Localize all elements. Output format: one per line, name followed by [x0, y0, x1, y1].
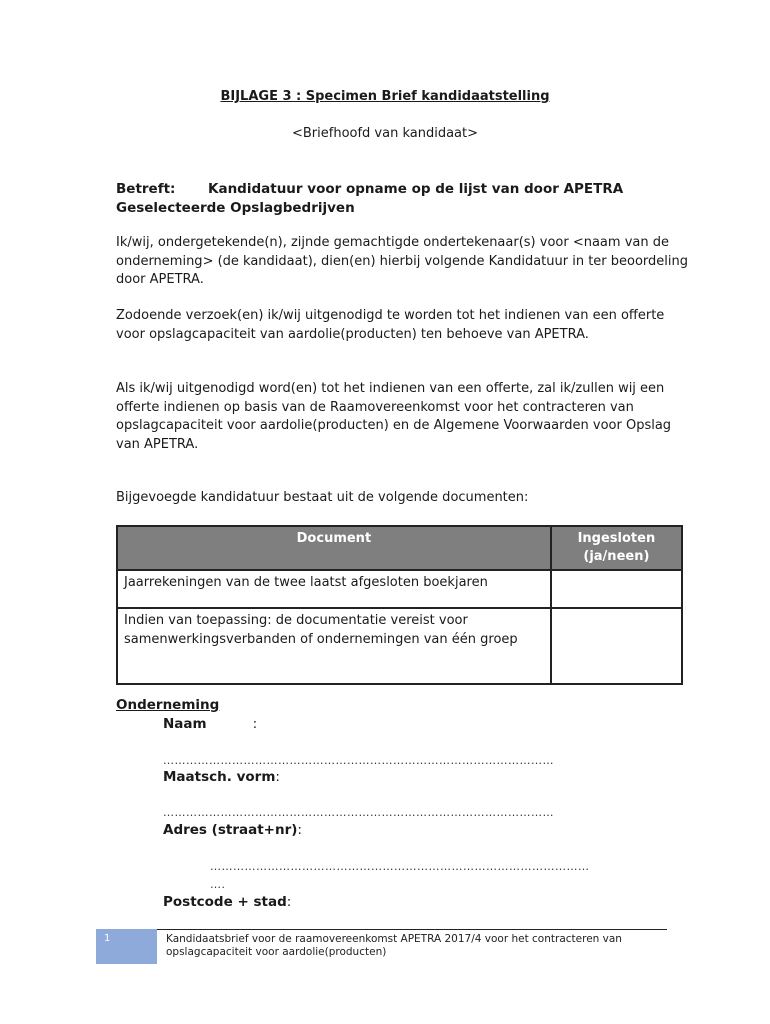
documents-table: [116, 525, 683, 685]
subject-block: [116, 180, 676, 218]
field-label-text: Adres (straat+nr): [163, 822, 298, 838]
paragraph-declaration: Ik/wij, ondergetekende(n), zijnde gemachtigde ondertekenaar(s) voor <naam van de onderneming> (de kandidaat), dien(en) hierbij volgende Kandidatuur in ter beoordeling door APETRA.: [116, 235, 689, 287]
field-label-text: Postcode + stad: [163, 894, 287, 910]
footer-text: Kandidaatsbrief voor de raamovereenkomst APETRA 2017/4 voor het contracteren van opslagcapaciteit voor aardolie(producten): [166, 933, 622, 958]
field-legal-form-input-line[interactable]: …………………………………………………………………………………………: [163, 806, 554, 819]
field-label-text: Maatsch. vorm: [163, 769, 276, 785]
field-colon: :: [286, 894, 292, 910]
column-header-included: Ingesloten (ja/neen): [551, 526, 682, 570]
paragraph-offer: Als ik/wij uitgenodigd word(en) tot het indienen van een offerte, zal ik/zullen wij een offerte indienen op basis van de Raamovereenkomst voor het contracteren van opslagcapaciteit voor aardolie(producten) en de Algemene Voorwaarden voor Opslag van APETRA.: [116, 381, 672, 452]
field-name-input-line[interactable]: …………………………………………………………………………………………: [163, 754, 554, 767]
field-legal-form-label: [163, 769, 280, 785]
table-row: [117, 608, 682, 684]
field-address-input-line-tail: ….: [210, 878, 226, 891]
table-row: [117, 570, 682, 608]
table-cell-included[interactable]: [551, 608, 682, 684]
column-header-document: Document: [117, 526, 551, 570]
field-colon: :: [252, 716, 258, 732]
field-postcode-city-label: [163, 894, 291, 910]
field-address-label: [163, 822, 302, 838]
field-colon: :: [275, 769, 280, 785]
table-cell-document: Jaarrekeningen van de twee laatst afgesloten boekjaren: [117, 570, 551, 608]
field-address-input-line[interactable]: ………………………………………………………………………………………: [210, 860, 590, 873]
table-header-row: [117, 526, 682, 570]
table-cell-included[interactable]: [551, 570, 682, 608]
subject-label: Betreft:: [116, 181, 176, 197]
field-colon: :: [297, 822, 302, 838]
company-section-heading: Onderneming: [116, 697, 220, 713]
footer-page-number: 1: [96, 929, 157, 964]
field-name-label: [163, 716, 257, 732]
letterhead-placeholder: <Briefhoofd van kandidaat>: [291, 126, 479, 141]
field-label-text: Naam: [163, 716, 207, 732]
paragraph-attachments-intro: Bijgevoegde kandidatuur bestaat uit de volgende documenten:: [116, 490, 529, 505]
subject-line-1: Kandidatuur voor opname op de lijst van door APETRA: [208, 181, 624, 197]
table-cell-document: Indien van toepassing: de documentatie vereist voor samenwerkingsverbanden of ondernemingen van één groep: [117, 608, 551, 684]
footer-divider: [96, 929, 667, 930]
document-title: BIJLAGE 3 : Specimen Brief kandidaatstelling: [220, 89, 550, 104]
paragraph-request: Zodoende verzoek(en) ik/wij uitgenodigd te worden tot het indienen van een offerte voor opslagcapaciteit van aardolie(producten) ten behoeve van APETRA.: [116, 308, 665, 342]
subject-line-2: Geselecteerde Opslagbedrijven: [116, 200, 355, 216]
